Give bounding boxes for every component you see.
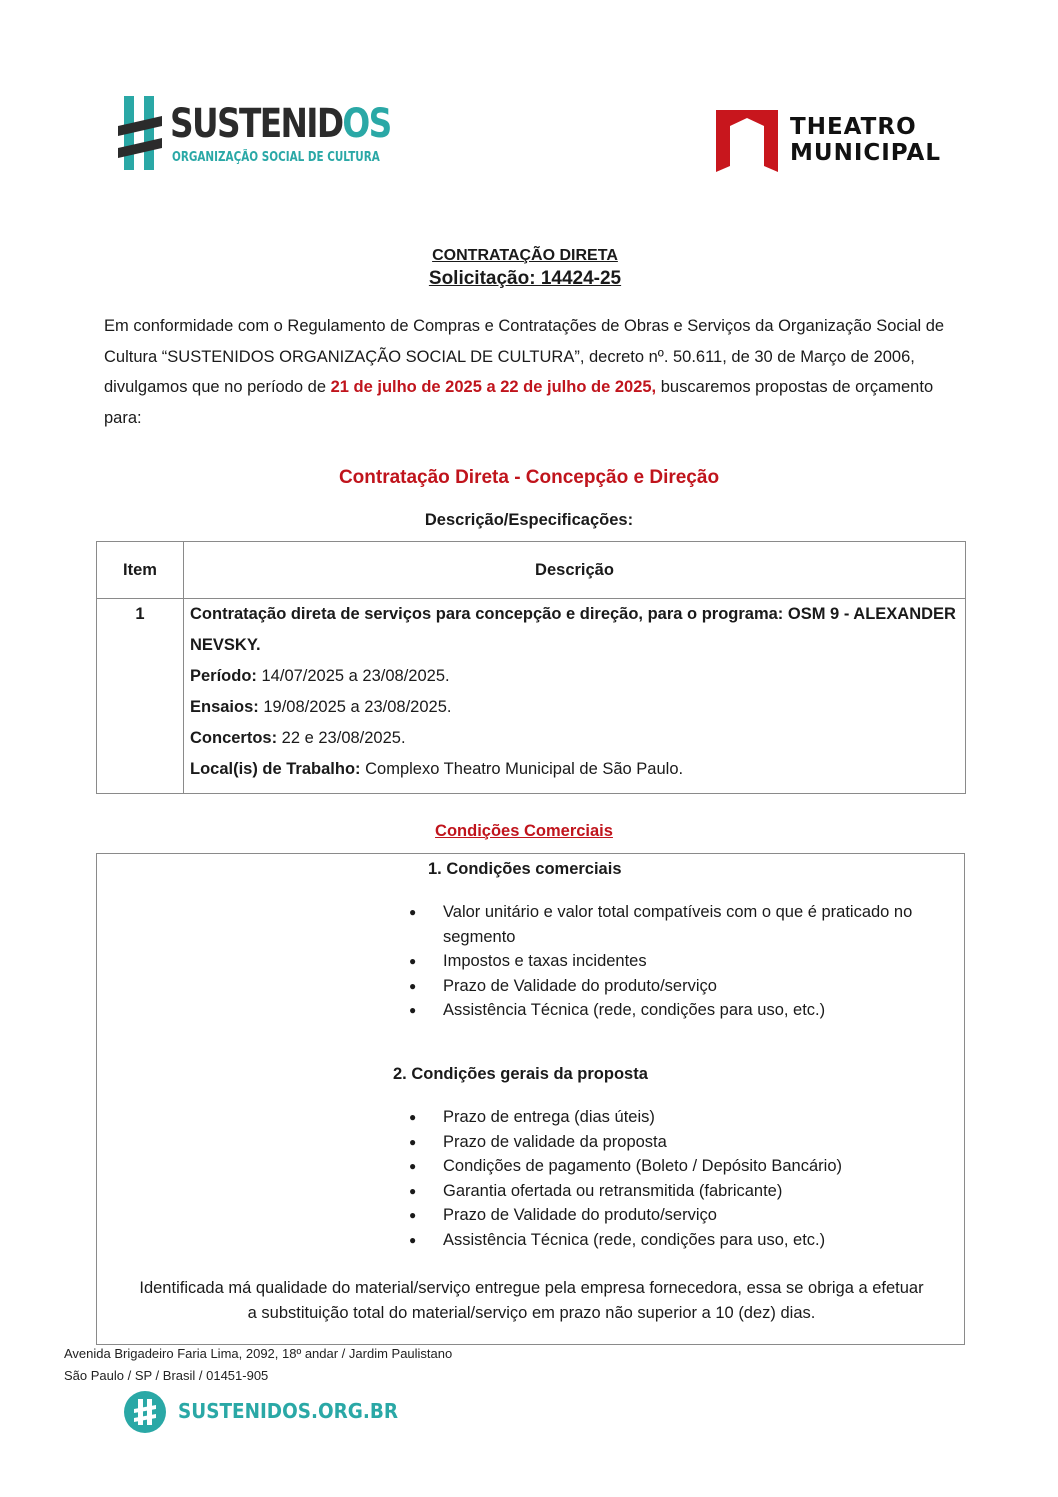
sustenidos-logo: [118, 96, 391, 172]
bullet-icon: ●: [409, 1134, 417, 1149]
list-item: ● Assistência Técnica (rede, condições para uso, etc.): [409, 998, 949, 1023]
bullet-icon: ●: [409, 1232, 417, 1247]
list-item: ● Garantia ofertada ou retransmitida (fabricante): [409, 1179, 949, 1204]
list-item: ● Prazo de Validade do produto/serviço: [409, 1203, 949, 1228]
quality-note-line1: Identificada má qualidade do material/serviço entregue pela empresa fornecedora, essa se obriga a efetuar: [139, 1279, 924, 1297]
bullet-icon: ●: [409, 954, 417, 968]
quality-note: [97, 1276, 966, 1325]
spec-title: Descrição/Especificações:: [424, 511, 634, 529]
conditions-section2-list: [409, 1105, 949, 1252]
section-title: Contratação Direta - Concepção e Direção: [338, 467, 720, 488]
conditions-section1-heading: 1. Condições comerciais: [428, 860, 622, 878]
field-work-location: Local(is) de Trabalho: Complexo Theatro Municipal de São Paulo.: [190, 760, 684, 778]
conditions-title: Condições Comerciais: [435, 822, 613, 840]
theatre-arch-icon: [716, 110, 778, 172]
intro-text-end: buscaremos propostas de orçamento para:: [104, 378, 934, 427]
quality-note-line2: a substituição total do material/serviço em prazo não superior a 10 (dez) dias.: [247, 1303, 816, 1322]
footer-website-logo: [124, 1391, 399, 1435]
column-header-item: Item: [97, 542, 184, 599]
sustenidos-wordmark: SUSTENIDOS: [170, 101, 391, 147]
theatro-line1: THEATRO: [790, 114, 917, 140]
field-period: Período: 14/07/2025 a 23/08/2025.: [190, 667, 450, 685]
theatro-municipal-logo: [716, 108, 956, 174]
bullet-icon: ●: [409, 905, 417, 919]
intro-text: Em conformidade com o Regulamento de Compras e Contratações de Obras e Serviços da Organização Social de Cultura “SUSTENIDOS ORGANIZAÇÃO SOCIAL DE CULTURA”, decreto nº. 50.611, de 30 de Março de 2006, divulgamos que no período de: [104, 317, 945, 396]
list-item: ● Valor unitário e valor total compatíveis com o que é praticado no segmento: [409, 900, 949, 949]
item-number: 1: [97, 599, 184, 794]
bullet-icon: ●: [409, 978, 417, 993]
request-number: Solicitação: 14424-25: [428, 268, 622, 289]
document-title: CONTRATAÇÃO DIRETA: [432, 247, 618, 264]
theatro-line2: MUNICIPAL: [790, 140, 942, 166]
item-title: Contratação direta de serviços para concepção e direção, para o programa: OSM 9 - ALEXANDER NEVSKY.: [190, 605, 956, 654]
field-concerts: Concertos: 22 e 23/08/2025.: [190, 729, 406, 747]
column-header-description: Descrição: [184, 542, 966, 599]
bullet-icon: ●: [409, 1159, 417, 1173]
table-header-row: [97, 542, 966, 599]
hash-icon: [118, 96, 162, 170]
intro-paragraph: [104, 311, 954, 433]
hash-circle-icon: [124, 1391, 166, 1433]
list-item: ● Prazo de entrega (dias úteis): [409, 1105, 949, 1130]
bullet-icon: ●: [409, 1183, 417, 1198]
website-text: SUSTENIDOS.ORG.BR: [178, 1399, 399, 1423]
address-line1: Avenida Brigadeiro Faria Lima, 2092, 18º andar / Jardim Paulistano: [64, 1346, 453, 1361]
item-description: [184, 599, 966, 794]
bullet-icon: ●: [409, 1208, 417, 1222]
footer-address: [64, 1343, 452, 1386]
bullet-icon: ●: [409, 1003, 417, 1017]
intro-period-highlight: 21 de julho de 2025 a 22 de julho de 2025,: [330, 378, 657, 396]
field-rehearsals: Ensaios: 19/08/2025 a 23/08/2025.: [190, 698, 452, 716]
table-row: [97, 599, 966, 794]
list-item: ● Prazo de Validade do produto/serviço: [409, 974, 949, 999]
address-line2: São Paulo / SP / Brasil / 01451-905: [64, 1367, 269, 1383]
list-item: ● Condições de pagamento (Boleto / Depósito Bancário): [409, 1154, 949, 1179]
bullet-icon: ●: [409, 1110, 417, 1124]
conditions-section1-list: [409, 900, 949, 1023]
sustenidos-subtitle: ORGANIZAÇÃO SOCIAL DE CULTURA: [172, 150, 380, 165]
list-item: ● Impostos e taxas incidentes: [409, 949, 949, 974]
theatro-wordmark: [790, 114, 941, 166]
conditions-box: [96, 853, 965, 1345]
list-item: ● Prazo de validade da proposta: [409, 1130, 949, 1155]
spec-table: [96, 541, 966, 794]
conditions-section2-heading: 2. Condições gerais da proposta: [393, 1065, 648, 1083]
list-item: ● Assistência Técnica (rede, condições para uso, etc.): [409, 1228, 949, 1253]
